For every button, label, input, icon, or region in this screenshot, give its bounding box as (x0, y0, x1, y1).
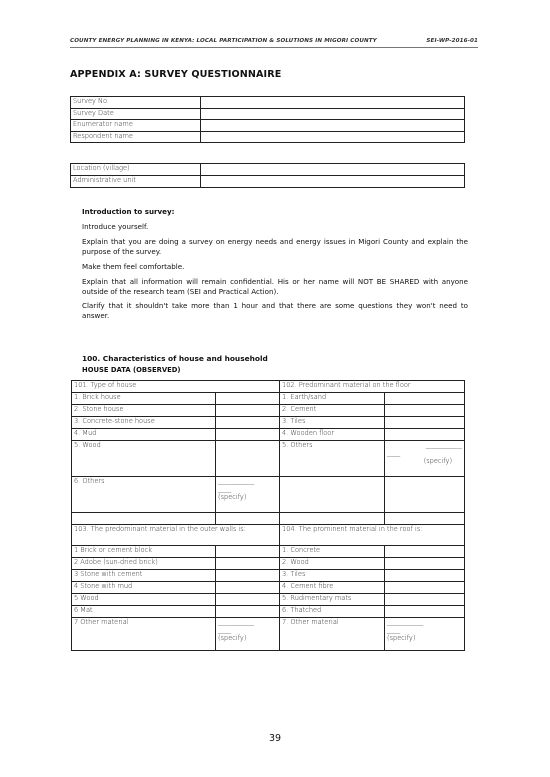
page-number: 39 (268, 733, 282, 744)
running-header-title: COUNTY ENERGY PLANNING IN KENYA: LOCAL PARTICIPATION & SOLUTIONS IN MIGORI COUNTY (70, 38, 377, 44)
answer-cell[interactable] (385, 606, 465, 618)
intro-heading: Introduction to survey: (82, 207, 175, 216)
blank-line: ___________ (425, 441, 463, 449)
answer-cell[interactable] (385, 582, 465, 594)
q104-option: 7. Other material (280, 618, 385, 651)
q102-header: 102. Predominant material on the floor (280, 381, 465, 393)
answer-cell[interactable] (385, 558, 465, 570)
specify-label: (specify) (423, 456, 453, 465)
intro-paragraph: Explain that you are doing a survey on energy needs and energy issues in Migori County and explain the purpose of the survey. (82, 236, 468, 256)
specify-field[interactable] (385, 441, 465, 477)
intro-paragraph: Make them feel comfortable. (82, 261, 185, 271)
answer-cell[interactable] (385, 570, 465, 582)
enumerator-name-label: Enumerator name (71, 120, 201, 132)
empty-cell (385, 513, 465, 525)
blank-line: ___________ (218, 477, 255, 485)
empty-cell (280, 477, 385, 513)
q103-option: 2 Adobe (sun-dried brick) (72, 558, 216, 570)
empty-cell (280, 513, 385, 525)
empty-cell (72, 513, 216, 525)
blank-tail: ____ (218, 484, 232, 493)
enumerator-name-field[interactable] (201, 120, 465, 132)
answer-cell[interactable] (216, 558, 280, 570)
q103-option: 6 Mat (72, 606, 216, 618)
q103-option: 1 Brick or cement block (72, 546, 216, 558)
q102-option: 2. Cement (280, 405, 385, 417)
q101-option: 2. Stone house (72, 405, 216, 417)
answer-cell[interactable] (385, 594, 465, 606)
admin-unit-label: Administrative unit (71, 176, 201, 188)
q103-option: 3 Stone with cement (72, 570, 216, 582)
q101-option: 5. Wood (72, 441, 216, 477)
specify-label: (specify) (218, 492, 247, 501)
location-table (70, 163, 465, 188)
answer-cell[interactable] (385, 417, 465, 429)
intro-paragraph: Introduce yourself. (82, 221, 149, 231)
answer-cell[interactable] (216, 570, 280, 582)
survey-id-table (70, 96, 465, 143)
intro-paragraph: Explain that all information will remain confidential. His or her name will NOT BE SHARED with anyone outside of the research team (SEI and Practical Action). (82, 276, 468, 296)
answer-cell[interactable] (216, 417, 280, 429)
q103-option: 5 Wood (72, 594, 216, 606)
specify-field[interactable] (216, 477, 280, 513)
answer-cell[interactable] (216, 594, 280, 606)
blank-tail: ____ (218, 625, 232, 634)
q101-option: 1. Brick house (72, 393, 216, 405)
answer-cell[interactable] (216, 393, 280, 405)
q101-option: 6. Others (72, 477, 216, 513)
blank-line: ___________ (387, 618, 424, 626)
blank-tail: ____ (387, 448, 401, 457)
respondent-name-field[interactable] (201, 131, 465, 143)
survey-no-label: Survey No. (71, 97, 201, 109)
q102-option: 3. Tiles (280, 417, 385, 429)
q104-option: 5. Rudimentary mats (280, 594, 385, 606)
survey-date-field[interactable] (201, 108, 465, 120)
running-header (70, 38, 478, 48)
answer-cell[interactable] (385, 393, 465, 405)
blank-tail: ____ (387, 625, 401, 634)
q103-option: 7 Other material (72, 618, 216, 651)
q101-option: 4. Mud (72, 429, 216, 441)
specify-label: (specify) (387, 633, 416, 642)
answer-cell[interactable] (216, 546, 280, 558)
answer-cell[interactable] (216, 582, 280, 594)
answer-cell[interactable] (216, 606, 280, 618)
q102-option: 4. Wooden floor (280, 429, 385, 441)
answer-cell[interactable] (385, 405, 465, 417)
house-data-table (71, 380, 465, 651)
specify-field[interactable] (216, 618, 280, 651)
answer-cell[interactable] (216, 429, 280, 441)
q104-option: 6. Thatched (280, 606, 385, 618)
empty-cell (216, 513, 280, 525)
answer-cell[interactable] (385, 546, 465, 558)
q104-option: 1. Concrete (280, 546, 385, 558)
q103-option: 4 Stone with mud (72, 582, 216, 594)
admin-unit-field[interactable] (201, 176, 465, 188)
respondent-name-label: Respondent name (71, 131, 201, 143)
survey-no-field[interactable] (201, 97, 465, 109)
empty-cell (385, 477, 465, 513)
q104-option: 2. Wood (280, 558, 385, 570)
specify-field[interactable] (385, 618, 465, 651)
section-title: 100. Characteristics of house and household (82, 354, 268, 363)
q103-header: 103. The predominant material in the outer walls is: (72, 525, 280, 546)
answer-cell[interactable] (385, 429, 465, 441)
survey-date-label: Survey Date (71, 108, 201, 120)
location-field[interactable] (201, 164, 465, 176)
q102-option: 5. Others (280, 441, 385, 477)
location-label: Location (village) (71, 164, 201, 176)
q104-header: 104. The prominent material in the roof is: (280, 525, 465, 546)
section-subtitle: HOUSE DATA (OBSERVED) (82, 366, 181, 374)
specify-label: (specify) (218, 633, 247, 642)
answer-cell[interactable] (216, 405, 280, 417)
answer-cell[interactable] (216, 441, 280, 477)
intro-section (82, 207, 468, 326)
blank-line: ___________ (218, 618, 255, 626)
q104-option: 4. Cement fibre (280, 582, 385, 594)
appendix-title: APPENDIX A: SURVEY QUESTIONNAIRE (70, 69, 282, 80)
running-header-code: SEI-WP-2016-01 (426, 38, 478, 44)
q102-option: 1. Earth/sand (280, 393, 385, 405)
intro-paragraph: Clarify that it shouldn't take more than 1 hour and that there are some questions they won't need to answer. (82, 301, 468, 321)
q101-option: 3. Concrete-stone house (72, 417, 216, 429)
q104-option: 3. Tiles (280, 570, 385, 582)
q101-header: 101. Type of house (72, 381, 280, 393)
